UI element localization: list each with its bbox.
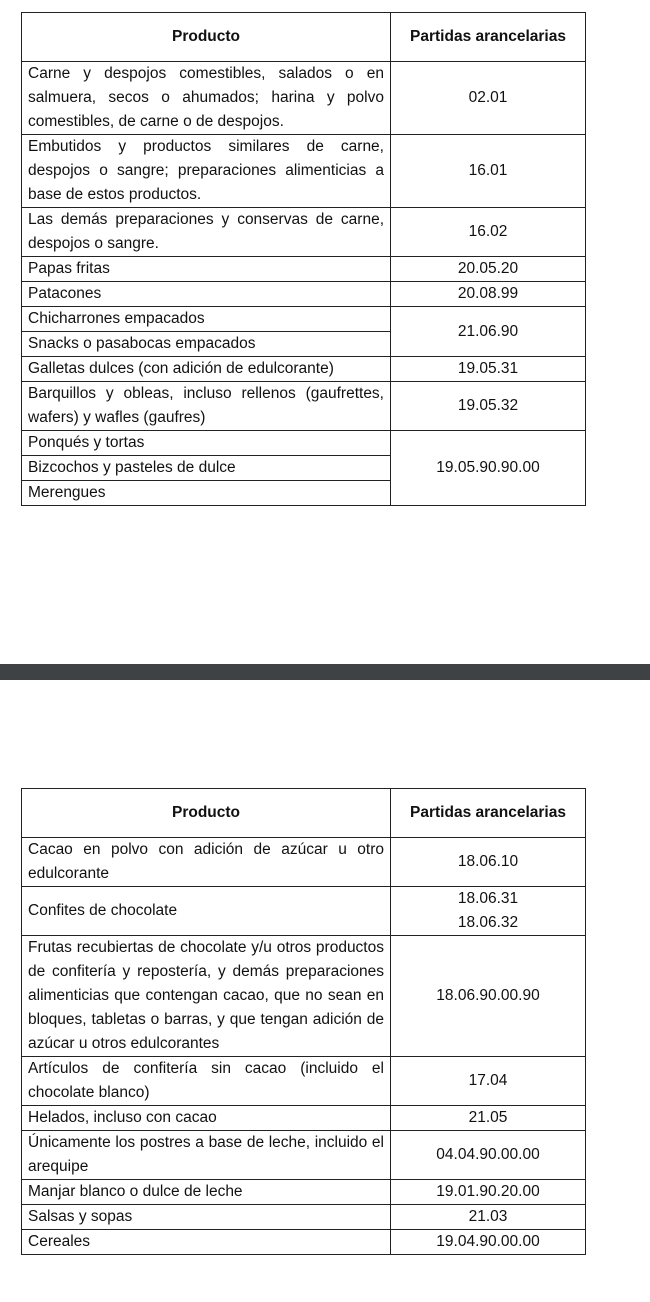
- product-cell: Merengues: [22, 481, 391, 506]
- product-cell: Cacao en polvo con adición de azúcar u otro edulcorante: [22, 838, 391, 887]
- table-row: [22, 135, 586, 208]
- product-cell: Frutas recubiertas de chocolate y/u otros productos de confitería y repostería, y demás preparaciones alimenticias que contengan cacao, que no sean en bloques, tabletas o barras, y que tengan adición de azúcar u otros edulcorantes: [22, 936, 391, 1057]
- page-divider: [0, 664, 650, 680]
- table-row: [22, 1057, 586, 1106]
- product-cell: Chicharrones empacados: [22, 307, 391, 332]
- table-row: [22, 62, 586, 135]
- table-row: [22, 382, 586, 431]
- tariff-code-cell: 18.06.90.00.90: [391, 936, 586, 1057]
- tariff-code-cell: 21.03: [391, 1205, 586, 1230]
- product-cell: Ponqués y tortas: [22, 431, 391, 456]
- tariff-code-cell: 17.04: [391, 1057, 586, 1106]
- table-row: [22, 936, 586, 1057]
- tariff-code-cell: 19.01.90.20.00: [391, 1180, 586, 1205]
- product-cell: Helados, incluso con cacao: [22, 1106, 391, 1131]
- product-cell: Confites de chocolate: [22, 887, 391, 936]
- tariff-code-cell: 21.05: [391, 1106, 586, 1131]
- tariff-code-cell: 20.05.20: [391, 257, 586, 282]
- header-product: Producto: [22, 13, 391, 62]
- tariff-code-cell: 19.04.90.00.00: [391, 1230, 586, 1255]
- table-row: [22, 1106, 586, 1131]
- product-cell: Únicamente los postres a base de leche, incluido el arequipe: [22, 1131, 391, 1180]
- tariff-code: 18.06.31: [457, 890, 519, 907]
- header-tariff-codes: Partidas arancelarias: [391, 789, 586, 838]
- table-row: [22, 887, 586, 936]
- tariff-code-cell: [391, 887, 586, 936]
- product-cell: Patacones: [22, 282, 391, 307]
- table-header-row: [22, 789, 586, 838]
- product-cell: Las demás preparaciones y conservas de carne, despojos o sangre.: [22, 208, 391, 257]
- product-cell: Bizcochos y pasteles de dulce: [22, 456, 391, 481]
- product-cell: Galletas dulces (con adición de edulcorante): [22, 357, 391, 382]
- table-row: [22, 1180, 586, 1205]
- product-cell: Barquillos y obleas, incluso rellenos (gaufrettes, wafers) y wafles (gaufres): [22, 382, 391, 431]
- tariff-code-cell: 19.05.32: [391, 382, 586, 431]
- table-row: [22, 208, 586, 257]
- table-row: [22, 1205, 586, 1230]
- product-cell: Carne y despojos comestibles, salados o en salmuera, secos o ahumados; harina y polvo comestibles, de carne o de despojos.: [22, 62, 391, 135]
- product-cell: Salsas y sopas: [22, 1205, 391, 1230]
- product-cell: Papas fritas: [22, 257, 391, 282]
- tariff-code-cell: 02.01: [391, 62, 586, 135]
- table-row: [22, 1230, 586, 1255]
- product-cell: Snacks o pasabocas empacados: [22, 332, 391, 357]
- tariff-code-cell: 16.02: [391, 208, 586, 257]
- tariff-table-2: [21, 788, 586, 1255]
- product-cell: Artículos de confitería sin cacao (incluido el chocolate blanco): [22, 1057, 391, 1106]
- header-tariff-codes: Partidas arancelarias: [391, 13, 586, 62]
- tariff-code-cell: 21.06.90: [391, 307, 586, 357]
- tariff-code-cell: 04.04.90.00.00: [391, 1131, 586, 1180]
- tariff-code-cell: 19.05.90.90.00: [391, 431, 586, 506]
- table-row: [22, 357, 586, 382]
- product-cell: Embutidos y productos similares de carne, despojos o sangre; preparaciones alimenticias a base de estos productos.: [22, 135, 391, 208]
- table-row: [22, 257, 586, 282]
- tariff-code-cell: 18.06.10: [391, 838, 586, 887]
- tariff-code-cell: 19.05.31: [391, 357, 586, 382]
- tariff-table-1: [21, 12, 586, 506]
- header-product: Producto: [22, 789, 391, 838]
- table-row: [22, 282, 586, 307]
- tariff-code-cell: 16.01: [391, 135, 586, 208]
- table-row: [22, 307, 586, 332]
- product-cell: Manjar blanco o dulce de leche: [22, 1180, 391, 1205]
- tariff-code-cell: 20.08.99: [391, 282, 586, 307]
- product-cell: Cereales: [22, 1230, 391, 1255]
- table-header-row: [22, 13, 586, 62]
- tariff-code: 18.06.32: [457, 914, 519, 931]
- table-row: [22, 431, 586, 456]
- table-row: [22, 1131, 586, 1180]
- table-row: [22, 838, 586, 887]
